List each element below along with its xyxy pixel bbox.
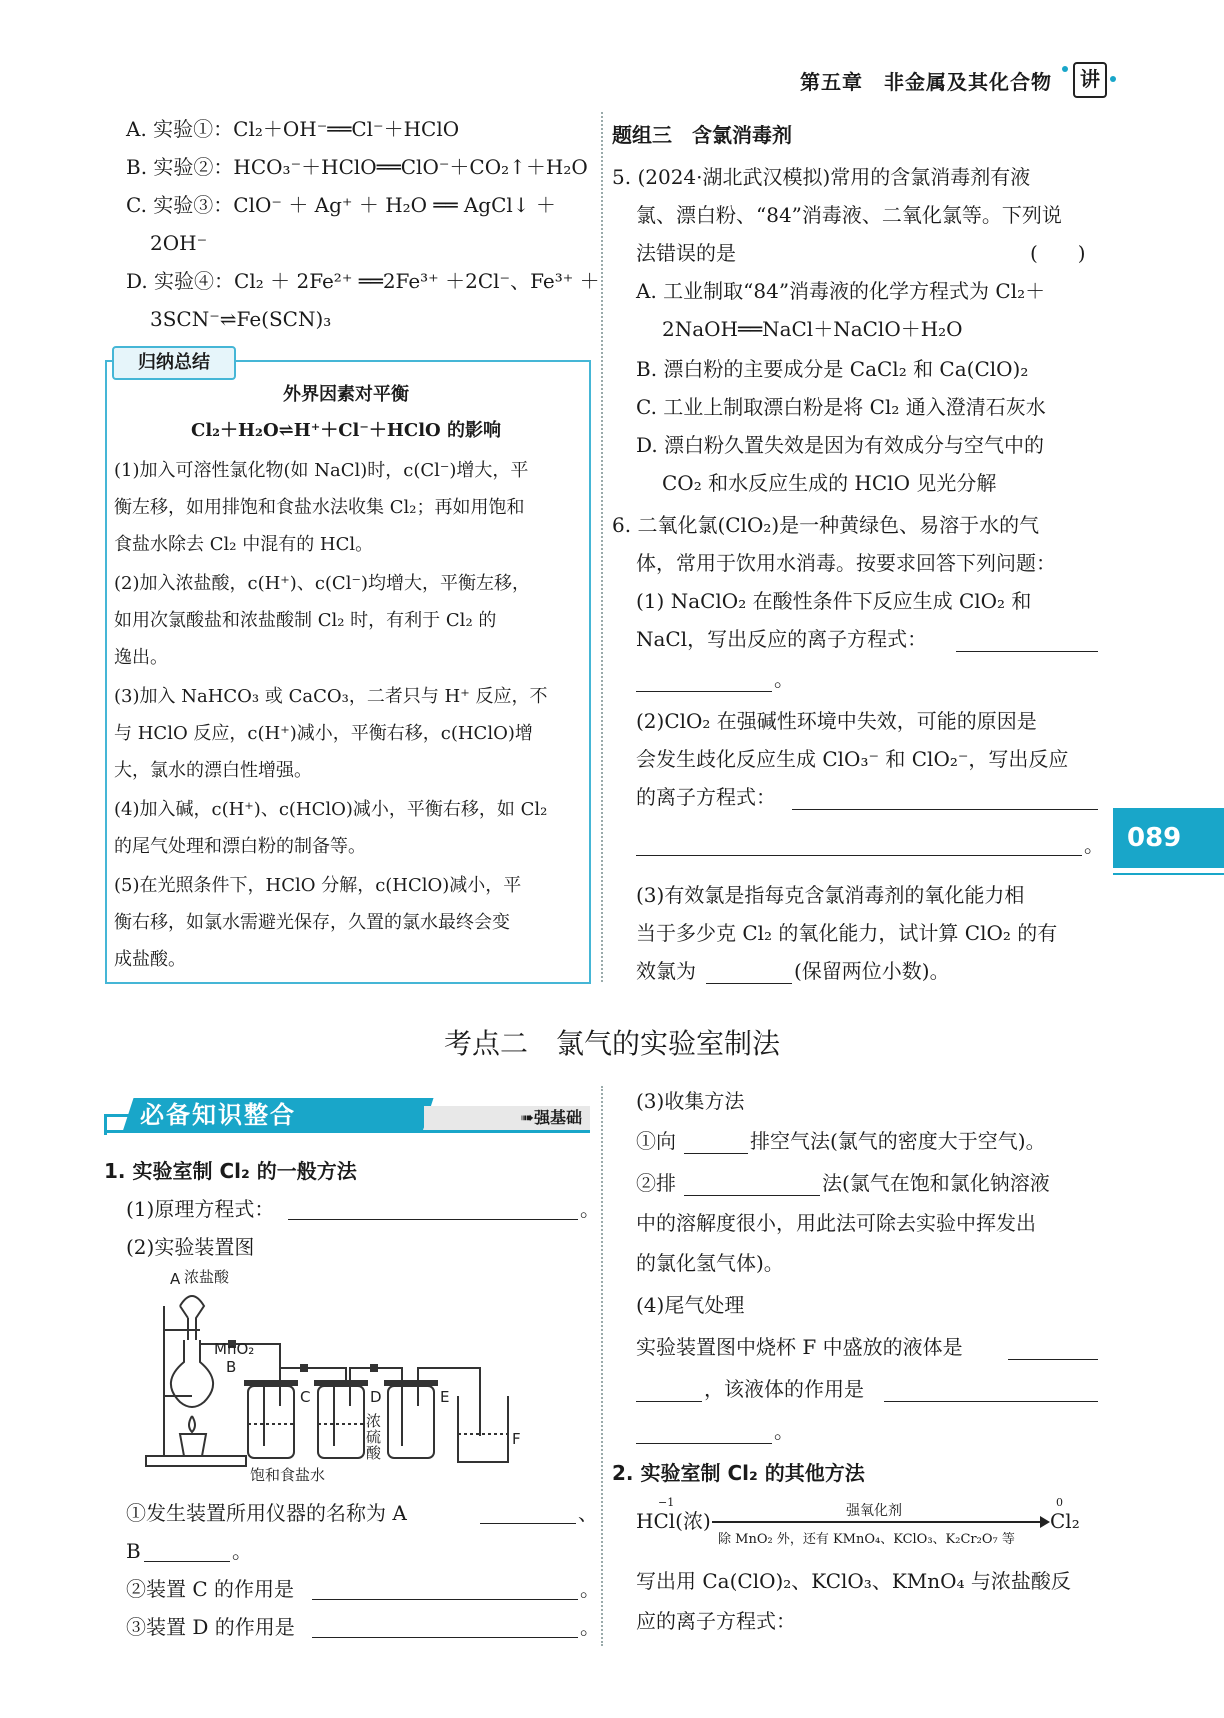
answer-blank[interactable]: [956, 650, 1098, 652]
answer-blank[interactable]: [884, 1400, 1098, 1402]
collection-heading: (3)收集方法: [636, 1089, 745, 1113]
bottle-e: [388, 1386, 434, 1458]
answer-blank[interactable]: [144, 1560, 230, 1562]
burner: [180, 1434, 206, 1456]
heading-2: 2. 实验室制 Cl₂ 的其他方法: [612, 1461, 865, 1485]
summary-line: (2)加入浓盐酸，c(H⁺)、c(Cl⁻)均增大，平衡左移，: [114, 573, 530, 594]
option-b: B. 实验②：HCO₃⁻＋HClO══ClO⁻＋CO₂↑＋H₂O: [126, 155, 588, 179]
q5-line: 氯、漂白粉、“84”消毒液、二氧化氯等。下列说: [636, 203, 1062, 227]
summary-line: (5)在光照条件下，HClO 分解，c(HClO)减小，平: [114, 875, 522, 896]
scheme-note: 除 MnO₂ 外，还有 KMnO₄、KClO₃、K₂Cr₂O₇ 等: [718, 1532, 1015, 1547]
answer-blank[interactable]: [288, 1218, 578, 1220]
collection-a-pre: ①向: [636, 1129, 676, 1153]
page-tab-underline: [1113, 873, 1224, 875]
summary-line: 如用次氯酸盐和浓盐酸制 Cl₂ 时，有利于 Cl₂ 的: [114, 610, 497, 631]
principle-end: 。: [580, 1197, 600, 1221]
q5-option: D. 漂白粉久置失效是因为有效成分与空气中的: [636, 433, 1045, 457]
sub-q3: ③装置 D 的作用是: [126, 1615, 295, 1639]
page-number: 089: [1113, 808, 1224, 868]
q6-line: 6. 二氧化氯(ClO₂)是一种黄绿色、易溶于水的气: [612, 513, 1040, 537]
q6-end-1: 。: [774, 667, 794, 691]
tail-gas-q: 实验装置图中烧杯 F 中盛放的液体是: [636, 1335, 963, 1359]
bottle-d: [318, 1386, 364, 1458]
summary-title-2: Cl₂＋H₂O⇌H⁺＋Cl⁻＋HClO 的影响: [191, 420, 501, 441]
label-a: A: [170, 1270, 181, 1288]
answer-blank[interactable]: [684, 1152, 748, 1154]
chapter-header: 第五章 非金属及其化合物: [800, 70, 1052, 94]
answer-blank[interactable]: [636, 690, 772, 692]
label-d: D: [370, 1388, 382, 1406]
label-c: C: [300, 1388, 311, 1406]
scheme-arrow: [712, 1521, 1044, 1523]
scheme-right: Cl₂: [1050, 1509, 1080, 1533]
q6-3-post: (保留两位小数)。: [794, 959, 950, 983]
sub-q1-b: B: [126, 1539, 141, 1563]
summary-line: 大，氯水的漂白性增强。: [114, 760, 312, 781]
scheme-left: HCl(浓): [636, 1509, 711, 1533]
option-a: A. 实验①：Cl₂＋OH⁻══Cl⁻＋HClO: [126, 117, 460, 141]
sub-q1-b-end: 。: [232, 1539, 252, 1563]
collection-a-post: 排空气法(氯气的密度大于空气)。: [750, 1129, 1046, 1153]
answer-blank[interactable]: [636, 1400, 702, 1402]
summary-line: 成盐酸。: [114, 949, 186, 970]
q6-line: (1) NaClO₂ 在酸性条件下反应生成 ClO₂ 和: [636, 589, 1032, 613]
collection-b-cont: 中的溶解度很小，用此法可除去实验中挥发出: [636, 1211, 1036, 1235]
column-divider: [601, 1086, 603, 1646]
q6-line: 体，常用于饮用水消毒。按要求回答下列问题：: [636, 551, 1056, 575]
principle-label: (1)原理方程式：: [126, 1197, 275, 1221]
answer-blank[interactable]: [636, 854, 1082, 856]
q5-line: 5. (2024·湖北武汉模拟)常用的含氯消毒剂有液: [612, 165, 1031, 189]
option-d-cont: 3SCN⁻⇌Fe(SCN)₃: [150, 307, 332, 331]
q6-3-pre: 效氯为: [636, 959, 696, 983]
q6-line: NaCl，写出反应的离子方程式：: [636, 627, 928, 651]
summary-line: 衡左移，如用排饱和食盐水法收集 Cl₂；再如用饱和: [114, 497, 525, 518]
label-b: B: [226, 1358, 237, 1376]
label-h2so4: 酸: [366, 1444, 382, 1462]
q5-option: CO₂ 和水反应生成的 HClO 见光分解: [662, 471, 997, 495]
q6-2-line: (2)ClO₂ 在强碱性环境中失效，可能的原因是: [636, 709, 1037, 733]
apparatus-diagram: [140, 1266, 580, 1486]
summary-line: (1)加入可溶性氯化物(如 NaCl)时，c(Cl⁻)增大，平: [114, 460, 529, 481]
funnel-a: [180, 1296, 204, 1340]
q5-option: C. 工业上制取漂白粉是将 Cl₂ 通入澄清石灰水: [636, 395, 1046, 419]
heading-1: 1. 实验室制 Cl₂ 的一般方法: [104, 1159, 357, 1183]
collection-b-cont: 的氯化氢气体)。: [636, 1251, 784, 1275]
q5-option: A. 工业制取“84”消毒液的化学方程式为 Cl₂＋: [636, 279, 1046, 303]
summary-line: 逸出。: [114, 647, 168, 668]
summary-line: 衡右移，如氯水需避光保存，久置的氯水最终会变: [114, 912, 510, 933]
header-dot-icon: [1062, 66, 1068, 72]
lecture-badge: 讲: [1073, 62, 1107, 98]
column-divider: [601, 112, 603, 982]
answer-blank[interactable]: [312, 1636, 578, 1638]
q5-option: 2NaOH══NaCl＋NaClO＋H₂O: [662, 317, 963, 341]
label-e: E: [440, 1388, 450, 1406]
label-h2so4: 硫: [366, 1428, 382, 1446]
sub-q3-end: 。: [580, 1615, 600, 1639]
bottle-c: [248, 1386, 294, 1458]
sub-q1: ①发生装置所用仪器的名称为 A: [126, 1501, 407, 1525]
label-mno2: MnO₂: [214, 1340, 255, 1358]
tail-gas-post: ，该液体的作用是: [704, 1377, 864, 1401]
header-dot-icon: [1110, 76, 1116, 82]
summary-line: 食盐水除去 Cl₂ 中混有的 HCl。: [114, 534, 374, 555]
q6-3-line: 当于多少克 Cl₂ 的氧化能力，试计算 ClO₂ 的有: [636, 921, 1058, 945]
stand-base: [146, 1456, 246, 1466]
q6-2-line: 会发生歧化反应生成 ClO₃⁻ 和 ClO₂⁻，写出反应: [636, 747, 1069, 771]
answer-blank[interactable]: [684, 1194, 820, 1196]
sub-q2: ②装置 C 的作用是: [126, 1577, 295, 1601]
summary-tab: 归纳总结: [112, 346, 236, 380]
section-title: 考点二 氯气的实验室制法: [443, 1027, 780, 1060]
group-title: 题组三 含氯消毒剂: [612, 123, 792, 147]
answer-blank[interactable]: [480, 1522, 576, 1524]
answer-blank[interactable]: [312, 1598, 578, 1600]
q6-2-line: 的离子方程式：: [636, 785, 776, 809]
tail-gas-end: 。: [774, 1419, 794, 1443]
write-prompt: 应的离子方程式：: [636, 1609, 796, 1633]
summary-line: (4)加入碱，c(H⁺)、c(HClO)减小，平衡右移，如 Cl₂: [114, 799, 548, 820]
option-d: D. 实验④：Cl₂ ＋ 2Fe²⁺ ══2Fe³⁺ ＋2Cl⁻、Fe³⁺ ＋: [126, 269, 600, 293]
label-h2so4: 浓: [366, 1412, 382, 1430]
scheme-ox-left: −1: [658, 1496, 675, 1509]
banner-title: 必备知识整合: [140, 1101, 296, 1129]
q6-3-line: (3)有效氯是指每克含氯消毒剂的氧化能力相: [636, 883, 1025, 907]
banner-tag: ➠强基础: [520, 1108, 582, 1127]
sub-q1-end: 、: [578, 1501, 598, 1525]
scheme-oxidant: 强氧化剂: [846, 1503, 902, 1519]
knowledge-banner: [104, 1098, 590, 1132]
q6-end-2: 。: [1084, 833, 1104, 857]
label-f: F: [512, 1430, 521, 1448]
banner-baseline: [104, 1130, 590, 1133]
q5-answer-paren: ( ): [1030, 241, 1086, 265]
scheme-ox-right: 0: [1056, 1496, 1063, 1509]
answer-blank[interactable]: [636, 1442, 772, 1444]
q5-line: 法错误的是: [636, 241, 736, 265]
option-c: C. 实验③：ClO⁻ ＋ Ag⁺ ＋ H₂O ══ AgCl↓ ＋: [126, 193, 556, 217]
answer-blank[interactable]: [1008, 1358, 1098, 1360]
summary-line: 与 HClO 反应，c(H⁺)减小，平衡右移，c(HClO)增: [114, 723, 533, 744]
option-c-cont: 2OH⁻: [150, 231, 208, 255]
collection-b-pre: ②排: [636, 1171, 676, 1195]
label-saturated-brine: 饱和食盐水: [250, 1466, 326, 1484]
answer-blank[interactable]: [792, 808, 1098, 810]
scheme-arrow-head-icon: [1040, 1516, 1050, 1528]
answer-blank[interactable]: [706, 982, 792, 984]
tail-gas-heading: (4)尾气处理: [636, 1293, 745, 1317]
summary-title-1: 外界因素对平衡: [283, 384, 409, 405]
summary-line: (3)加入 NaHCO₃ 或 CaCO₃，二者只与 H⁺ 反应，不: [114, 686, 548, 707]
write-prompt: 写出用 Ca(ClO)₂、KClO₃、KMnO₄ 与浓盐酸反: [636, 1569, 1071, 1593]
collection-b-post: 法(氯气在饱和氯化钠溶液: [822, 1171, 1050, 1195]
sub-q2-end: 。: [580, 1577, 600, 1601]
q5-option: B. 漂白粉的主要成分是 CaCl₂ 和 Ca(ClO)₂: [636, 357, 1029, 381]
beaker-f: [458, 1396, 508, 1462]
label-conc-hcl: 浓盐酸: [184, 1268, 230, 1286]
apparatus-label: (2)实验装置图: [126, 1235, 255, 1259]
summary-line: 的尾气处理和漂白粉的制备等。: [114, 836, 366, 857]
